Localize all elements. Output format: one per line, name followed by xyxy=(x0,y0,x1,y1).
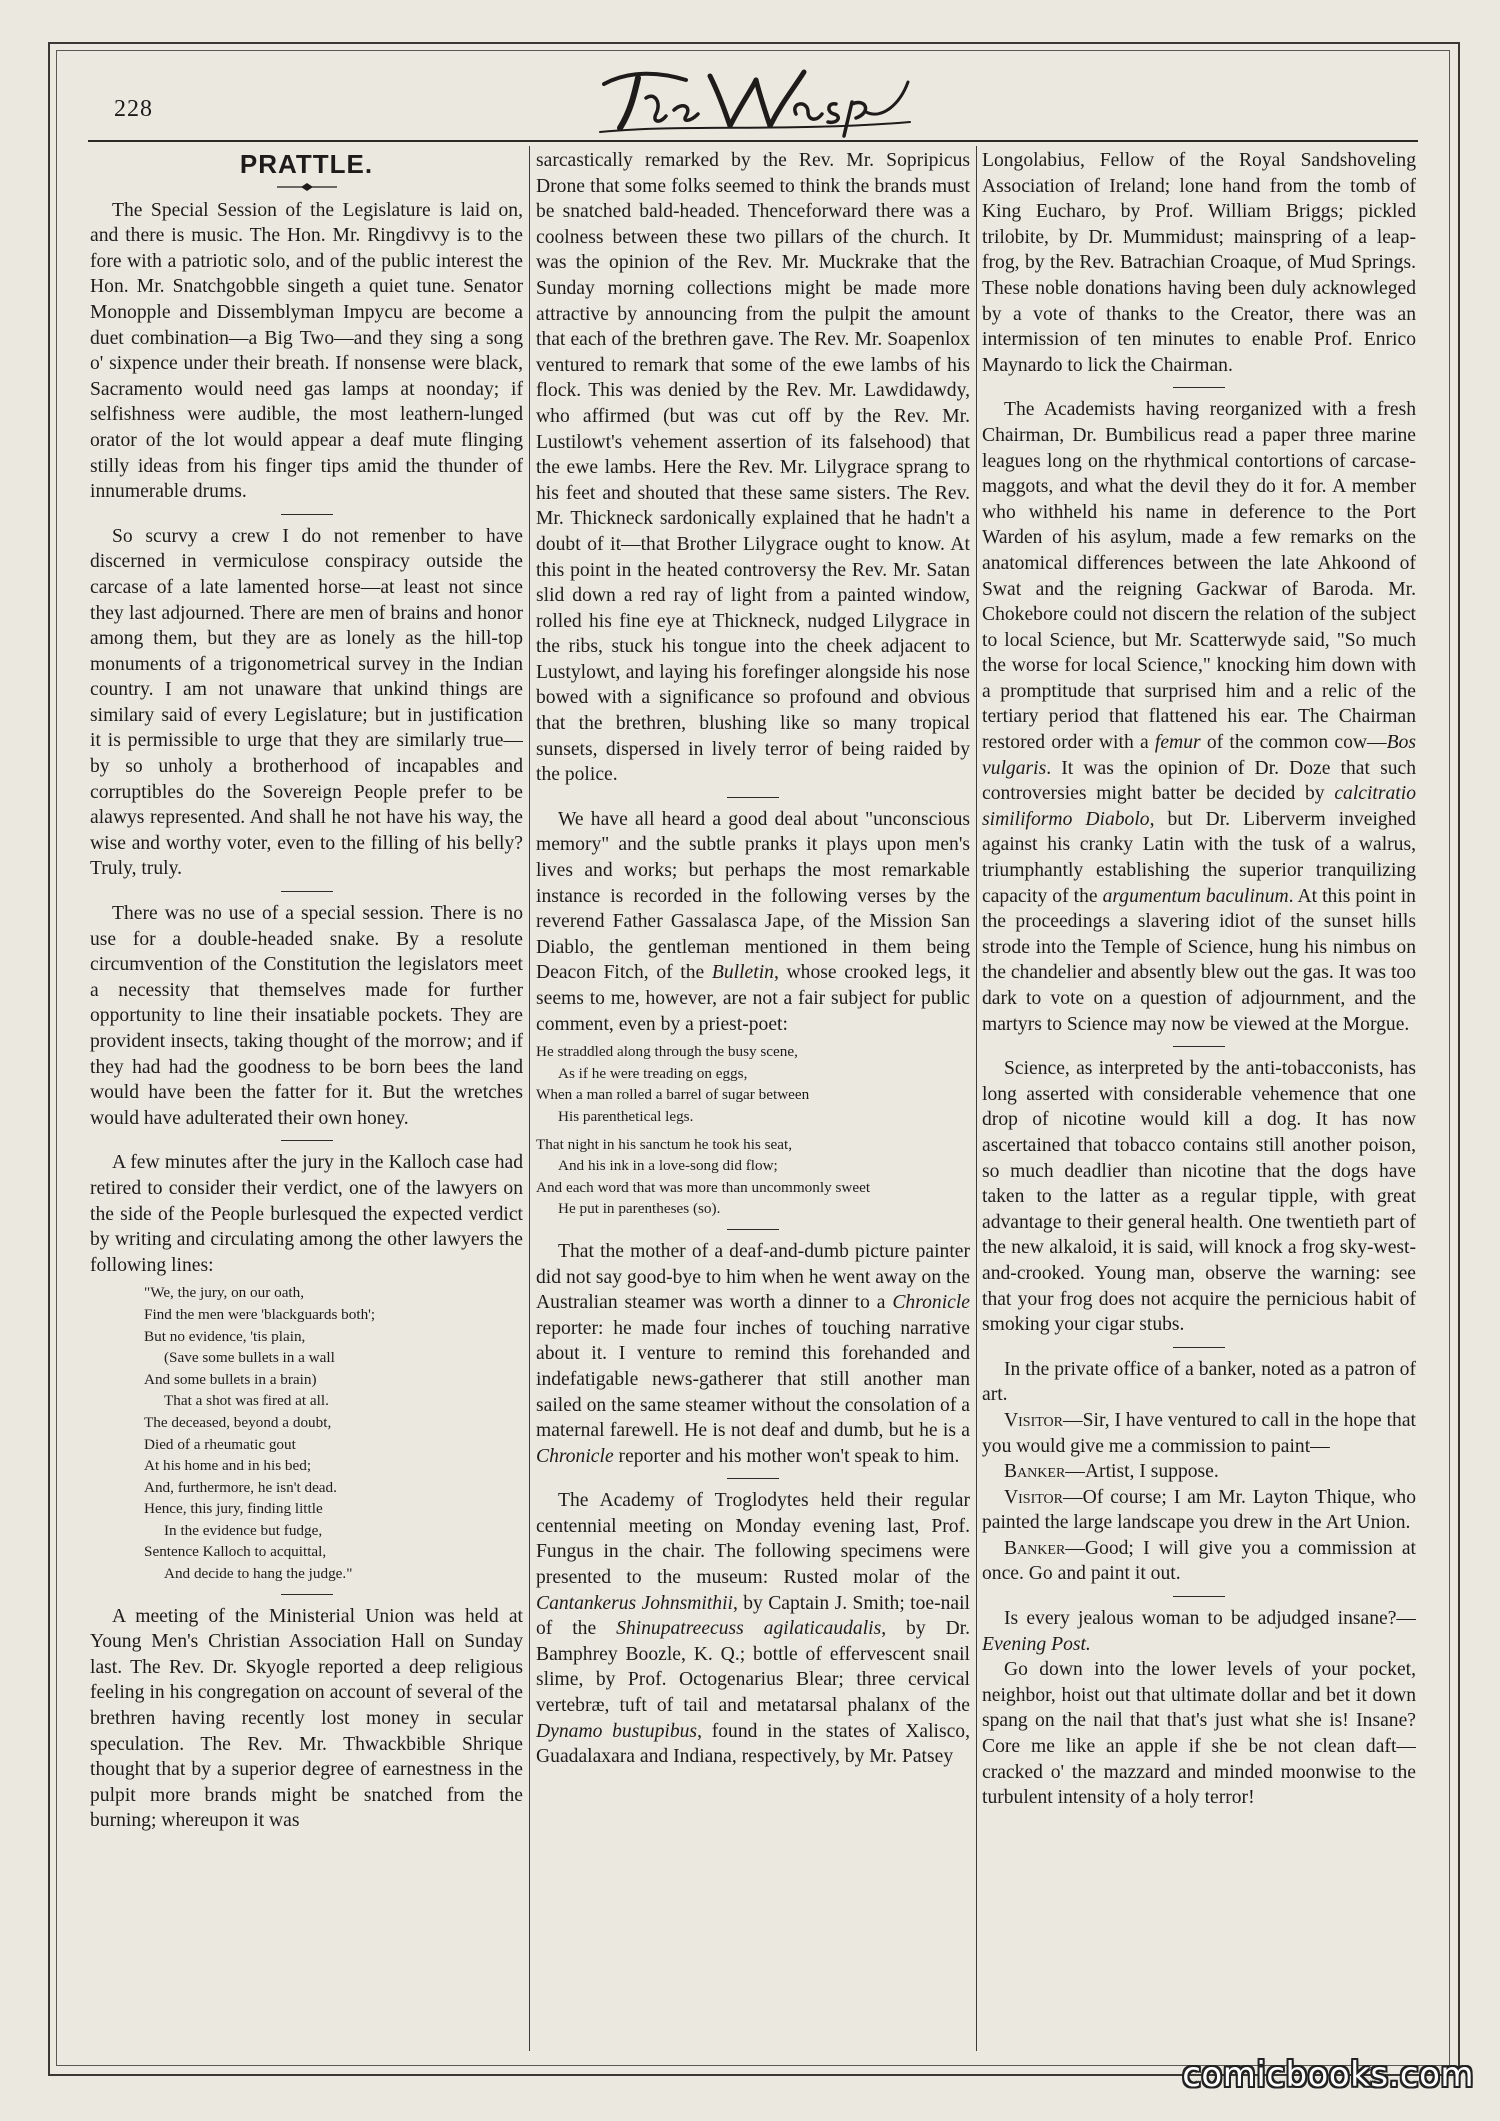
text-run: . At this point in the proceedings a slavering idiot of the sunset hills strode into the Temple of Science, hung his nimbus on the chandelier and absently blew out the gas. It was too dark to vote on a question of adjournment, and the martyrs to Science may now be viewed at the Morgue. xyxy=(982,885,1416,1035)
verse-line: He straddled along through the busy scene, xyxy=(536,1043,798,1061)
section-separator xyxy=(1173,1347,1225,1348)
title-ornament xyxy=(277,182,337,192)
paragraph: Longolabius, Fellow of the Royal Sandshoveling Association of Ireland; lone hand from the tomb of King Eucharo, by Prof. William Briggs; pickled trilobite, by Dr. Mummidust; mainspring of a leap-frog, by the Rev. Batrachian Croaque, of Mud Springs. These noble donations having been duly acknowleged by a vote of thanks to the Creator, there was an intermission of ten minutes to enable Prof. Enrico Maynardo to lick the Chairman. xyxy=(982,150,1416,376)
italic-run: Bulletin xyxy=(711,962,774,984)
text-run: , found in the states of Xalisco, Guadalaxara and Indiana, respectively, by Mr. Patsey xyxy=(536,1720,970,1768)
italic-run: Chronicle xyxy=(892,1292,970,1314)
section-separator xyxy=(727,797,779,798)
text-run: The Academists having reorganized with a fresh Chairman, Dr. Bumbilicus read a paper three marine leagues long on the rhythmical contortions of carcase-maggots, and what the devil they do it for. A member who withheld his name in deference to the Port Warden of his asylum, made a few remarks on the anatomical differences between the late Ahkoond of Swat and the reigning Gackwar of Baroda. Mr. Chokebore could not discern the relation of the subject to local Science, but Mr. Scatterwyde said, "So much the worse for local Science," knocking him down with a promptitude that surprised him and a relic of the tertiary period that flattened his ear. The Chairman restored order with a xyxy=(982,399,1416,754)
verse-line: But no evidence, 'tis plain, xyxy=(144,1327,306,1345)
dialogue-line xyxy=(982,1536,1416,1587)
verse-line: The deceased, beyond a doubt, xyxy=(144,1413,332,1431)
masthead-script-logo xyxy=(590,62,920,142)
paragraph: So scurvy a crew I do not remenber to have discerned in vermiculose conspiracy outside the carcase of a late lamented horse—at least not since they last adjourned. There are men of brains and honor among them, but they are as lonely as the hill-top monuments of a trigonometrical survey in the Indian country. I am not unaware that unkind things are similary said of every Legislature; but in justification it is permissible to urge that they are similarly true—by so unholy a brotherhood of incapables and corruptibles do the Sovereign People prefer to be alawys represented. And shall he not have his way, the wise and worthy voter, even to the filling of his belly? Truly, truly. xyxy=(90,525,523,880)
paragraph: Science, as interpreted by the anti-tobacconists, has long asserted with considerable vehemence that one drop of nicotine would kill a dog. It has now ascertained that tobacco contains still another poison, so much deadlier than nicotine that the dogs have taken to the latter as a regular tipple, with great advantage to their general health. One twentieth part of the new alkaloid, it is said, will knock a frog sky-west-and-crooked. Young man, observe the warning: see that your frog does not acquire the pernicious habit of smoking your cigar stubs. xyxy=(982,1058,1416,1336)
verse-line: "We, the jury, on our oath, xyxy=(144,1284,305,1302)
masthead-logo xyxy=(590,62,920,142)
paragraph: In the private office of a banker, noted as a patron of art. xyxy=(982,1358,1416,1406)
header-rule xyxy=(88,140,1418,142)
italic-run: Chronicle xyxy=(536,1445,614,1467)
paragraph xyxy=(536,1239,970,1469)
verse-line: Hence, this jury, finding little xyxy=(144,1500,323,1518)
italic-run: Dynamo bustupibus xyxy=(536,1720,698,1742)
text-run: We have all heard a good deal about "unconscious memory" and the subtle pranks it plays upon men's lives and works; but perhaps the most remarkable instance is recorded in the following verses by the reverend Father Gassalasca Jape, of the Mission San Diablo, the gentleman mentioned in them being Deacon Fitch, of the xyxy=(536,808,970,984)
verse-line: As if he were treading on eggs, xyxy=(558,1064,748,1082)
dialogue-text: —Artist, I suppose. xyxy=(1065,1461,1219,1483)
section-separator xyxy=(1173,387,1225,388)
speaker-label: Visitor xyxy=(1004,1409,1064,1431)
text-run: , by Captain J. Smith; toe-nail of the xyxy=(536,1592,970,1640)
italic-run: Evening Post. xyxy=(982,1633,1091,1655)
paragraph xyxy=(982,1606,1416,1657)
verse-line: He put in parentheses (so). xyxy=(558,1200,721,1218)
text-run: , by Dr. Bamphrey Boozle, K. Q.; bottle of effervescent snail slime, by Prof. Octogenarius Blear; three cervical vertebræ, tuft of tail and metatarsal phalanx of the xyxy=(536,1618,970,1717)
verse-line: Sentence Kalloch to acquittal, xyxy=(144,1543,327,1561)
section-separator xyxy=(727,1478,779,1479)
verse-line: (Save some bullets in a wall xyxy=(164,1349,335,1367)
verse-line: Find the men were 'blackguards both'; xyxy=(144,1305,376,1323)
site-watermark: comicbooks.com xyxy=(1182,2055,1474,2095)
paragraph: A meeting of the Ministerial Union was held at Young Men's Christian Association Hall on Sunday last. The Rev. Dr. Skyogle reported a deep religious feeling in his congregation on account of several of the brethren having recently lost money in secular speculation. The Rev. Mr. Thwackbible Shrique thought that by a superior degree of earnestness in the pulpit more brands might be snatched from the burning; whereupon it was xyxy=(90,1605,523,1832)
section-separator xyxy=(1173,1046,1225,1047)
text-run: reporter: he made four inches of touching narrative about it. I venture to remind this forehanded and indefatigable news-gatherer that still another man sailed on the same steamer without the consolation of a maternal farewell. He is not deaf and dumb, but he is a xyxy=(536,1317,970,1442)
verse-line: That night in his sanctum he took his seat, xyxy=(536,1135,793,1153)
dialogue-line xyxy=(982,1459,1416,1485)
italic-run: femur xyxy=(1154,732,1201,754)
text-run: That the mother of a deaf-and-dumb picture painter did not say good-bye to him when he went away on the Australian steamer was worth a dinner to a xyxy=(536,1240,970,1314)
page-number: 228 xyxy=(114,96,153,122)
paragraph: A few minutes after the jury in the Kalloch case had retired to consider their verdict, one of the lawyers on the side of the People burlesqued the expected verdict by writing and circulating among the other lawyers the following lines: xyxy=(90,1152,523,1276)
verse-line: And, furthermore, he isn't dead. xyxy=(144,1478,337,1496)
italic-run: Cantankerus Johnsmithii xyxy=(536,1592,733,1614)
text-run: . It was the opinion of Dr. Doze that such controversies might batter be decided by xyxy=(982,757,1416,805)
column-divider-1 xyxy=(529,146,530,2051)
column-2 xyxy=(536,148,970,2048)
text-run: of the common cow— xyxy=(1200,732,1387,754)
italic-run: argumentum baculinum xyxy=(1102,885,1289,907)
section-separator xyxy=(281,1594,333,1595)
text-run: reporter and his mother won't speak to him. xyxy=(613,1445,960,1467)
paragraph xyxy=(536,807,970,1037)
paragraph: sarcastically remarked by the Rev. Mr. Sopripicus Drone that some folks seemed to think the brands must be snatched bald-headed. Thenceforward there was a coolness between these two pillars of the church. It was the opinion of the Rev. Mr. Muckrake that the Sunday morning collections might be made more attractive by announcing from the pulpit the amount that each of the brethren gave. The Rev. Mr. Soapenlox ventured to remark that some of the ewe lambs of his flock. This was denied by the Rev. Mr. Lawdidawdy, who affirmed (but was cut off by the Rev. Mr. Lustilowt's vehement assertion of its falsehood) that the ewe lambs. Here the Rev. Mr. Lilygrace sprang to his feet and shouted that these same sisters. The Rev. Mr. Thickneck sardonically explained that he hadn't a doubt of it—that Brother Lilygrace ought to know. At this point in the heated controversy the Rev. Mr. Satan slid down a red ray of light from a painted window, rolled his fine eye at Thickneck, nudged Lilygrace in the ribs, stuck his tongue into the cheek adjacent to Lustylowt, and laying his forefinger alongside his nose bowed with a significance so profound and obvious that the brethren, blushing like so many tropical sunsets, dispersed in lively terror of being raided by the police. xyxy=(536,150,970,786)
section-separator xyxy=(281,1140,333,1141)
text-run: , whose crooked legs, it seems to me, however, are not a fair subject for public comment, even by a priest-poet: xyxy=(536,962,970,1035)
column-1 xyxy=(90,148,523,2048)
paragraph xyxy=(536,1488,970,1770)
text-run: , but Dr. Liberverm inveighed against his cranky Latin with the tusk of a walrus, triumphantly establishing the superior tranquilizing capacity of the xyxy=(982,808,1416,907)
verse-father-jape xyxy=(536,1041,970,1220)
italic-run: calcitratio similiformo Diabolo xyxy=(982,783,1416,830)
verse-line: His parenthetical legs. xyxy=(558,1107,694,1125)
verse-line: And his ink in a love-song did flow; xyxy=(558,1157,778,1175)
italic-run: Bos vulgaris xyxy=(982,732,1416,779)
section-separator xyxy=(1173,1596,1225,1597)
verse-line: In the evidence but fudge, xyxy=(164,1521,323,1539)
dialogue-line xyxy=(982,1485,1416,1536)
verse-line: That a shot was fired at all. xyxy=(164,1392,329,1410)
section-separator xyxy=(281,514,333,515)
verse-line: Died of a rheumatic gout xyxy=(144,1435,296,1453)
speaker-label: Banker xyxy=(1004,1461,1066,1483)
section-separator xyxy=(727,1229,779,1230)
dialogue-text: —Good; I will give you a commission at once. Go and paint it out. xyxy=(982,1537,1416,1585)
column-divider-2 xyxy=(976,146,977,2051)
verse-line: When a man rolled a barrel of sugar between xyxy=(536,1086,810,1104)
speaker-label: Visitor xyxy=(1004,1486,1064,1508)
paragraph: Go down into the lower levels of your pocket, neighbor, hoist out that ultimate dollar and bet it down spang on the nail that that's just what she is! Insane? Core me like an apple if she be not clean daft—cracked o' the mazzard and minded moonwise to the turbulent intensity of a holy terror! xyxy=(982,1659,1416,1809)
text-run: Is every jealous woman to be adjudged insane?— xyxy=(1004,1608,1416,1630)
paragraph: There was no use of a special session. There is no use for a double-headed snake. By a resolute circumvention of the Constitution the legislators meet a necessity that themselves made for further opportunity to line their insatiable pockets. They are provident insects, taking thought of the morrow; and if they had had the goodness to be born bees the land would have been the fatter for it. But the wretches would have adulterated their own honey. xyxy=(90,903,523,1129)
italic-run: Shinupatreecuss agilaticaudalis xyxy=(616,1618,882,1640)
column-3 xyxy=(982,148,1416,2048)
text-run: The Academy of Troglodytes held their regular centennial meeting on Monday evening last, Prof. Fungus in the chair. The following specimens were presented to the museum: Rusted molar of the xyxy=(536,1490,970,1589)
verse-line: And each word that was more than uncommonly sweet xyxy=(536,1178,871,1196)
dialogue-text: —Sir, I have ventured to call in the hope that you would give me a commission to paint— xyxy=(982,1409,1416,1457)
dialogue-line xyxy=(982,1408,1416,1459)
verse-line: At his home and in his bed; xyxy=(144,1457,312,1475)
section-title-prattle: PRATTLE. xyxy=(239,149,374,179)
speaker-label: Banker xyxy=(1004,1537,1066,1559)
paragraph: The Special Session of the Legislature is laid on, and there is music. The Hon. Mr. Ringdivvy is to the fore with a patriotic solo, and of the public interest the Hon. Mr. Snatchgobble singeth a quiet tune. Senator Monopple and Dissemblyman Impycu are become a duet combination—a Big Two—and they sing a song o' sixpence under their breath. If nonsense were black, Sacramento would need gas lamps at noonday; if selfishness were audible, the most leathern-lunged orator of the lot would appear a deaf mute flinging stilly ideas from his finger tips amid the thunder of innumerable drums. xyxy=(90,199,523,503)
section-separator xyxy=(281,891,333,892)
verse-kalloch xyxy=(90,1282,523,1584)
verse-line: And some bullets in a brain) xyxy=(144,1370,317,1388)
dialogue-text: —Of course; I am Mr. Layton Thique, who painted the large landscape you drew in the Art Union. xyxy=(982,1486,1416,1534)
verse-line: And decide to hang the judge." xyxy=(164,1565,353,1583)
paragraph xyxy=(982,397,1416,1037)
